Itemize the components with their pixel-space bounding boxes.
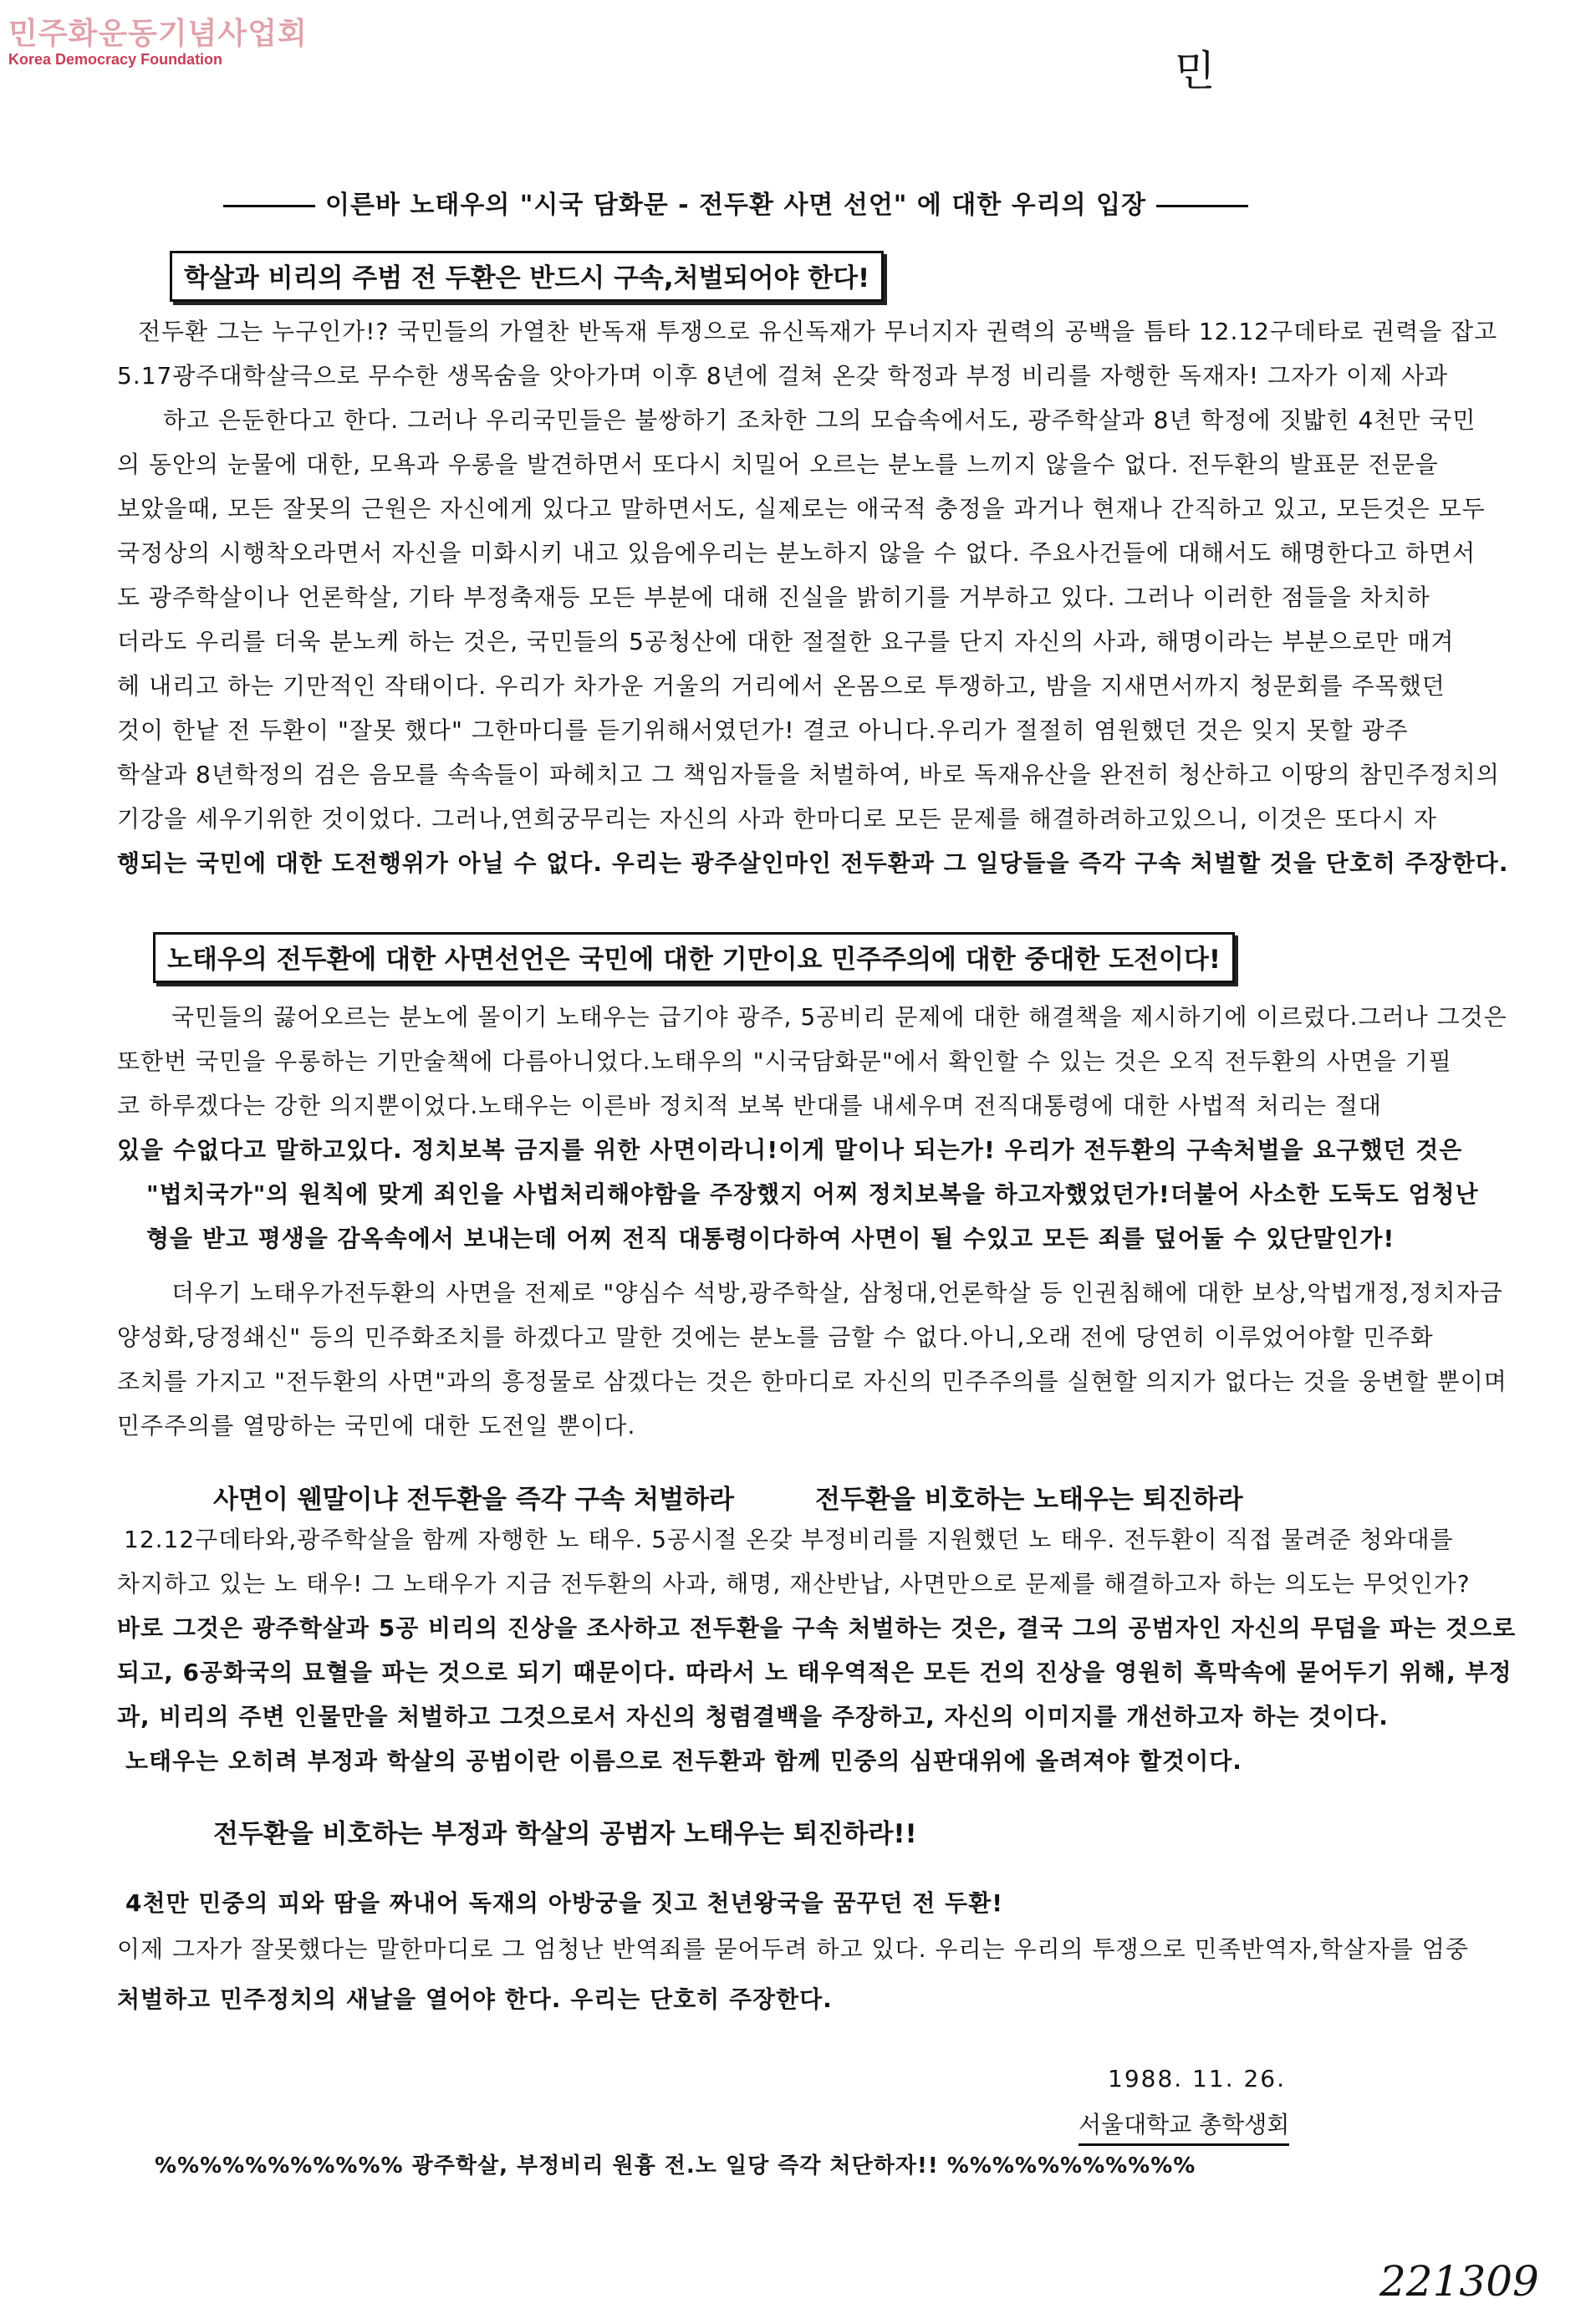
footer-slogan: %%%%%%%%%%% 광주학살, 부정비리 원흉 전.노 일당 즉각 처단하자!! %%%%%%%%%%% (155, 2153, 1196, 2179)
title-dash-right (1156, 205, 1248, 207)
text-line: 양성화,당정쇄신" 등의 민주화조치를 하겠다고 말한 것에는 분노를 금할 수 없다.아니,오래 전에 당연히 이루었어야할 민주화 (117, 1323, 1434, 1351)
text-line: "법치국가"의 원칙에 맞게 죄인을 사법처리해야함을 주장했지 어찌 정치보복을 하고자했었던가!더불어 사소한 도둑도 엄청난 (146, 1180, 1479, 1208)
text-line: 4천만 민중의 피와 땀을 짜내어 독재의 아방궁을 짓고 천년왕국을 꿈꾸던 전 두환! (125, 1889, 1004, 1917)
handwritten-number: 221309 (1379, 2257, 1539, 2306)
slogan-left: 사면이 웬말이냐 전두환을 즉각 구속 처벌하라 (213, 1485, 734, 1515)
slogan-center: 전두환을 비호하는 부정과 학살의 공범자 노태우는 퇴진하라!! (213, 1819, 917, 1849)
slogan-right: 전두환을 비호하는 노태우는 퇴진하라 (815, 1485, 1243, 1515)
text-line: 처벌하고 민주정치의 새날을 열어야 한다. 우리는 단호히 주장한다. (117, 1985, 833, 2013)
text-line: 5.17광주대학살극으로 무수한 생목숨을 앗아가며 이후 8년에 걸쳐 온갖 학정과 부정 비리를 자행한 독재자! 그자가 이제 사과 (117, 362, 1449, 390)
text-line: 형을 받고 평생을 감옥속에서 보내는데 어찌 전직 대통령이다하여 사면이 될 수있고 모든 죄를 덮어둘 수 있단말인가! (146, 1225, 1395, 1252)
text-line: 이제 그자가 잘못했다는 말한마디로 그 엄청난 반역죄를 묻어두려 하고 있다. 우리는 우리의 투쟁으로 민족반역자,학살자를 엄중 (117, 1935, 1469, 1963)
section1-heading: 학살과 비리의 주범 전 두환은 반드시 구속,처벌되어야 한다! (170, 251, 884, 302)
text-line: 차지하고 있는 노 태우! 그 노태우가 지금 전두환의 사과, 해명, 재산반납, 사면만으로 문제를 해결하고자 하는 의도는 무엇인가? (117, 1570, 1471, 1598)
title-dash-left (223, 205, 315, 207)
text-line: 학살과 8년학정의 검은 음모를 속속들이 파헤치고 그 책임자들을 처벌하여, 바로 독재유산을 완전히 청산하고 이땅의 참민주정치의 (117, 761, 1500, 788)
text-line: 하고 은둔한다고 한다. 그러나 우리국민들은 불쌍하기 조차한 그의 모습속에서도, 광주학살과 8년 학정에 짓밟힌 4천만 국민 (163, 406, 1476, 434)
handwritten-mark: 민 (1175, 47, 1216, 95)
text-line: 도 광주학살이나 언론학살, 기타 부정축재등 모든 부분에 대해 진실을 밝히기를 거부하고 있다. 그러나 이러한 점들을 차치하 (117, 584, 1430, 611)
text-line: 국정상의 시행착오라면서 자신을 미화시키 내고 있음에우리는 분노하지 않을 수 없다. 주요사건들에 대해서도 해명한다고 하면서 (117, 539, 1476, 567)
text-line: 더라도 우리를 더욱 분노케 하는 것은, 국민들의 5공청산에 대한 절절한 요구를 단지 자신의 사과, 해명이라는 부분으로만 매겨 (117, 628, 1455, 655)
document-title (213, 184, 1258, 221)
watermark-korean: 민주화운동기념사업회 (8, 17, 308, 51)
text-line: 코 하루겠다는 강한 의지뿐이었다.노태우는 이른바 정치적 보복 반대를 내세우며 전직대통령에 대한 사법적 처리는 절대 (117, 1092, 1382, 1119)
watermark (8, 10, 308, 69)
text-line: 의 동안의 눈물에 대한, 모욕과 우롱을 발견하면서 또다시 치밀어 오르는 분노를 느끼지 않을수 없다. 전두환의 발표문 전문을 (117, 451, 1439, 478)
title-text: 이른바 노태우의 "시국 담화문 - 전두환 사면 선언" 에 대한 우리의 입장 (325, 191, 1147, 220)
text-line: 것이 한낱 전 두환이 "잘못 했다" 그한마디를 듣기위해서였던가! 결코 아니다.우리가 절절히 염원했던 것은 잊지 못할 광주 (117, 716, 1409, 744)
text-line: 또한번 국민을 우롱하는 기만술책에 다름아니었다.노태우의 "시국담화문"에서 확인할 수 있는 것은 오직 전두환의 사면을 기필 (117, 1047, 1452, 1075)
text-line: 전두환 그는 누구인가!? 국민들의 가열찬 반독재 투쟁으로 유신독재가 무너지자 권력의 공백을 틈타 12.12구데타로 권력을 잡고 (138, 318, 1498, 345)
document-date: 1988. 11. 26. (1108, 2065, 1287, 2092)
text-line: 과, 비리의 주변 인물만을 처벌하고 그것으로서 자신의 청렴결백을 주장하고, 자신의 이미지를 개선하고자 하는 것이다. (117, 1703, 1389, 1730)
text-line: 있을 수없다고 말하고있다. 정치보복 금지를 위한 사면이라니!이게 말이나 되는가! 우리가 전두환의 구속처벌을 요구했던 것은 (117, 1136, 1463, 1164)
text-line: 기강을 세우기위한 것이었다. 그러나,연희궁무리는 자신의 사과 한마디로 모든 문제를 해결하려하고있으니, 이것은 또다시 자 (117, 805, 1437, 833)
text-line: 되고, 6공화국의 묘혈을 파는 것으로 되기 때문이다. 따라서 노 태우역적은 모든 건의 진상을 영원히 흑막속에 묻어두기 위해, 부정 (117, 1659, 1512, 1686)
signature: 서울대학교 총학생회 (1079, 2107, 1289, 2146)
watermark-english: Korea Democracy Foundation (8, 51, 223, 68)
text-line: 민주주의를 열망하는 국민에 대한 도전일 뿐이다. (117, 1412, 636, 1440)
text-line: 보았을때, 모든 잘못의 근원은 자신에게 있다고 말하면서도, 실제로는 애국적 충정을 과거나 현재나 간직하고 있고, 모든것은 모두 (117, 495, 1486, 522)
text-line: 더우기 노태우가전두환의 사면을 전제로 "양심수 석방,광주학살, 삼청대,언론학살 등 인권침해에 대한 보상,악법개정,정치자금 (171, 1279, 1503, 1307)
text-line: 노태우는 오히려 부정과 학살의 공범이란 이름으로 전두환과 함께 민중의 심판대위에 올려져야 할것이다. (125, 1747, 1242, 1775)
text-line: 국민들의 끓어오르는 분노에 몰이기 노태우는 급기야 광주, 5공비리 문제에 대한 해결책을 제시하기에 이르렀다.그러나 그것은 (171, 1003, 1507, 1031)
text-line: 조치를 가지고 "전두환의 사면"과의 흥정물로 삼겠다는 것은 한마디로 자신의 민주주의를 실현할 의지가 없다는 것을 웅변할 뿐이며 (117, 1368, 1507, 1395)
text-line: 12.12구데타와,광주학살을 함께 자행한 노 태우. 5공시절 온갖 부정비리를 지원했던 노 태우. 전두환이 직접 물려준 청와대를 (124, 1526, 1454, 1553)
text-line: 바로 그것은 광주학살과 5공 비리의 진상을 조사하고 전두환을 구속 처벌하는 것은, 결국 그의 공범자인 자신의 무덤을 파는 것으로 (117, 1614, 1517, 1642)
text-line: 행되는 국민에 대한 도전행위가 아닐 수 없다. 우리는 광주살인마인 전두환과 그 일당들을 즉각 구속 처벌할 것을 단호히 주장한다. (117, 849, 1509, 877)
section2-heading: 노태우의 전두환에 대한 사면선언은 국민에 대한 기만이요 민주주의에 대한 중대한 도전이다! (153, 932, 1235, 983)
text-line: 헤 내리고 하는 기만적인 작태이다. 우리가 차가운 거울의 거리에서 온몸으로 투쟁하고, 밤을 지새면서까지 청문회를 주목했던 (117, 672, 1446, 700)
